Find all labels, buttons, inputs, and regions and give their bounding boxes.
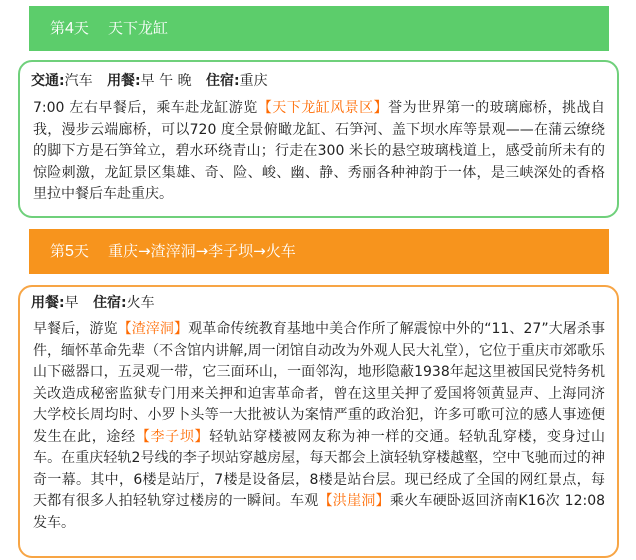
hongyadong-highlight: 【洪崖洞】 (318, 493, 390, 509)
longgang-scenic-area-highlight: 【天下龙缸风景区】 (257, 100, 389, 116)
day-5-header-prefix: 第 (50, 242, 66, 260)
transport-value: 汽车 (64, 73, 93, 89)
day-5-header (29, 229, 609, 274)
day-4-header-prefix: 第 (50, 19, 66, 37)
day-5-route: 重庆→渣滓洞→李子坝→火车 (108, 242, 296, 260)
zhazidong-highlight: 【渣滓洞】 (117, 321, 189, 337)
day-4-description (33, 98, 605, 206)
day-4-header (29, 6, 609, 51)
day-4-text-1: 7:00 左右早餐后，乘车赴龙缸游览 (33, 100, 258, 116)
day-5-text-3: 轻轨站穿楼被网友称为神一样的交通。轻轨乱穿楼，变身过山车。在重庆轻轨2号线的李子坝站穿越房屋，每天都会上演轻轨穿楼越壑，空中飞驰而过的神奇一幕。其中，6楼是站厅，7楼是设备层，8楼是站台层。现已经成了全国的网红景点，每天都有很多人拍轻轨穿过楼房的一瞬间。车观 (33, 428, 606, 509)
day-4-info-row (31, 70, 268, 90)
stay-value: 火车 (126, 295, 155, 311)
day-5-header-suffix: 天 (73, 242, 89, 260)
day-5-header-number: 5 (65, 243, 74, 260)
day-4-header-suffix: 天 (73, 19, 89, 37)
day-5-description (33, 319, 605, 534)
day-4-header-number: 4 (65, 20, 74, 37)
liziba-highlight: 【李子坝】 (135, 428, 210, 445)
day-4-route: 天下龙缸 (108, 19, 169, 37)
meals-value: 早 午 晚 (140, 73, 192, 89)
transport-label: 交通: (31, 73, 65, 89)
day-4-text-2: 誉为世界第一的玻璃廊桥，挑战自我，漫步云端廊桥，可以720 度全景俯瞰龙缸、石笋河、盖下坝水库等景观——在蒲云缭绕的脚下方是石笋耸立，碧水环绕青山；行走在300 米长的悬空玻璃栈道上，感受前所未有的惊险刺激，龙缸景区集雄、奇、险、峻、幽、静、秀丽各种神韵于一体，是三峡深处的香格里拉中餐后车赴重庆。 (33, 100, 606, 202)
stay-label: 住宿: (93, 295, 127, 311)
meals-label: 用餐: (31, 295, 65, 311)
day-5-text-1: 早餐后，游览 (33, 321, 118, 337)
stay-value: 重庆 (239, 73, 268, 89)
day-5-text-4: 乘火车硬卧返回济南K16次 12:08发车。 (33, 493, 606, 531)
day-5-info-row (31, 292, 155, 312)
stay-label: 住宿: (206, 73, 240, 89)
meals-value: 早 (64, 295, 79, 311)
day-5-text-2: 观革命传统教育基地中美合作所了解震惊中外的“11、27”大屠杀事件，缅怀革命先辈（不含馆内讲解,周一闭馆自动改为外观人民大礼堂），它位于重庆市郊歌乐山下磁器口，五灵观一带，它三面环山，一面邻沟，地形隐蔽1938年起这里被国民党特务机关改造成秘密监狱专门用来关押和迫害革命者，曾在这里关押了爱国将领黄显声、上海同济大学校长周均时、小罗卜头等一大批被认为案情严重的政治犯，许多可歌可泣的感人事迹便发生在此，途经 (33, 321, 606, 445)
meals-label: 用餐: (107, 73, 141, 89)
